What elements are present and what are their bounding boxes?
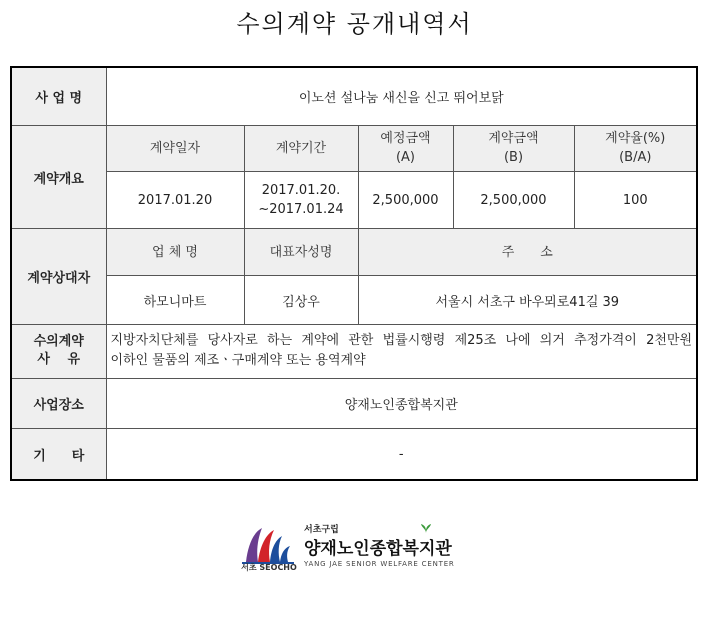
etc-row xyxy=(11,429,697,480)
reason-text: 지방자치단체를 당사자로 하는 계약에 관한 법률시행령 제25조 나에 의거 추정가격이 2천만원 이하인 물품의 제조ㆍ구매계약 또는 용역계약 xyxy=(106,324,697,378)
etc-label: 기 타 xyxy=(11,429,106,480)
contract-disclosure-table xyxy=(10,66,698,481)
contract-value-row xyxy=(11,172,697,229)
counterparty-header-row xyxy=(11,229,697,276)
reason-label: 수의계약 사 유 xyxy=(11,324,106,378)
contract-period: 2017.01.20. ~2017.01.24 xyxy=(244,172,358,229)
location-label: 사업장소 xyxy=(11,378,106,428)
company-name: 하모니마트 xyxy=(106,276,244,324)
company-address: 서울시 서초구 바우뫼로41길 39 xyxy=(358,276,697,324)
org-english-name: YANG JAE SENIOR WELFARE CENTER xyxy=(304,560,455,568)
representative-name: 김상우 xyxy=(244,276,358,324)
org-subtitle: 서초구립 xyxy=(304,525,339,535)
contract-date-header: 계약일자 xyxy=(106,125,244,171)
address-header: 주 소 xyxy=(358,229,697,276)
counterparty-value-row xyxy=(11,276,697,324)
contract-header-row xyxy=(11,125,697,171)
estimated-amount-header: 예정금액 (A) xyxy=(358,125,453,171)
estimated-amount: 2,500,000 xyxy=(358,172,453,229)
location-row xyxy=(11,378,697,428)
counterparty-label: 계약상대자 xyxy=(11,229,106,324)
contract-rate-header: 계약율(%) (B/A) xyxy=(574,125,697,171)
location-value: 양재노인종합복지관 xyxy=(106,378,697,428)
organization-logo xyxy=(238,522,474,574)
org-name: 양재노인종합복지관 xyxy=(304,539,452,559)
contract-amount-header: 계약금액 (B) xyxy=(453,125,574,171)
seocho-emblem-text: 서초 SEOCHO xyxy=(241,563,297,572)
contract-rate: 100 xyxy=(574,172,697,229)
etc-value: - xyxy=(106,429,697,480)
business-name: 이노션 설나눔 새신을 신고 뛰어보닭 xyxy=(106,67,697,125)
representative-header: 대표자성명 xyxy=(244,229,358,276)
leaf-icon xyxy=(420,523,432,533)
business-label: 사 업 명 xyxy=(11,67,106,125)
business-row xyxy=(11,67,697,125)
contract-amount: 2,500,000 xyxy=(453,172,574,229)
reason-row xyxy=(11,324,697,378)
company-name-header: 업 체 명 xyxy=(106,229,244,276)
contract-overview-label: 계약개요 xyxy=(11,125,106,228)
contract-period-header: 계약기간 xyxy=(244,125,358,171)
contract-date: 2017.01.20 xyxy=(106,172,244,229)
document-title: 수의계약 공개내역서 xyxy=(236,10,473,38)
